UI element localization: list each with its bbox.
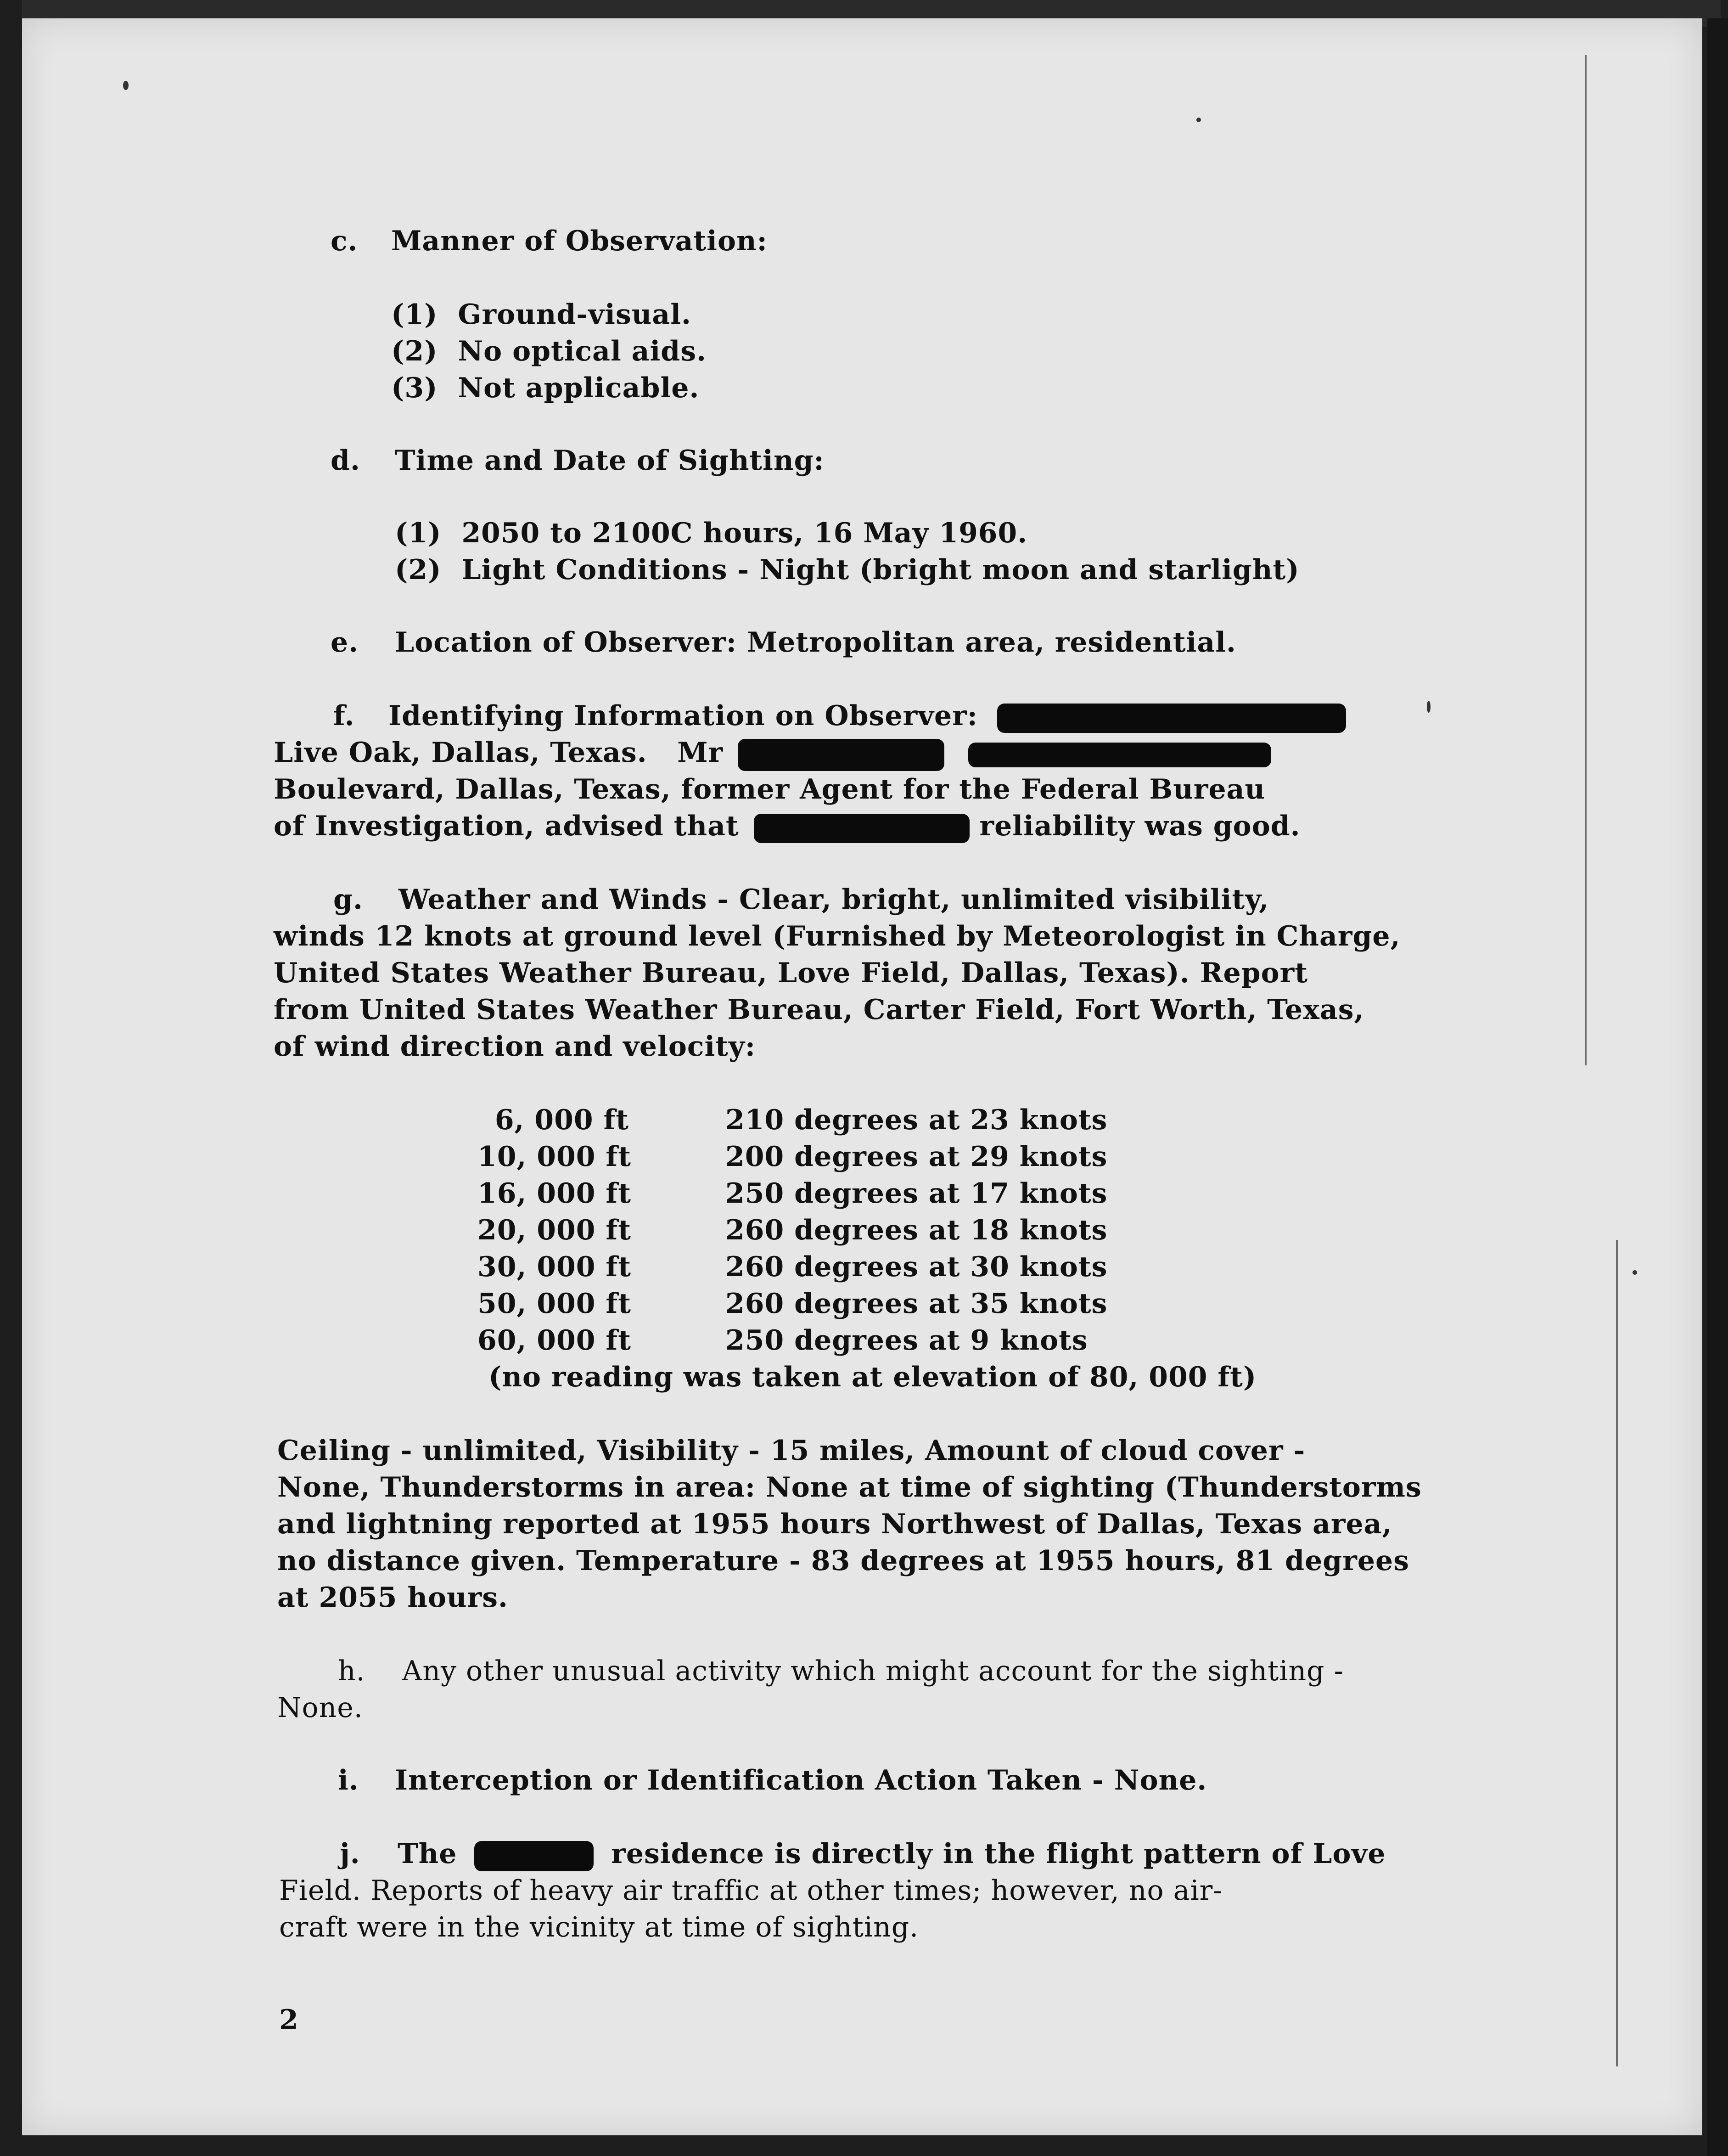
section-c-heading: Manner of Observation: xyxy=(391,225,768,257)
section-e-letter: e. xyxy=(331,626,359,659)
ceiling-line-5: at 2055 hours. xyxy=(277,1582,508,1614)
reliability-text: reliability was good. xyxy=(979,810,1301,842)
wind-reading: 210 degrees at 23 knots xyxy=(725,1104,1108,1136)
section-d-letter: d. xyxy=(331,445,360,477)
section-c-item-2 xyxy=(391,335,707,367)
observer-address: Live Oak, Dallas, Texas. xyxy=(274,737,647,769)
section-h-line-2: None. xyxy=(277,1692,363,1724)
section-j-line-2: Field. Reports of heavy air traffic at other times; however, no air- xyxy=(279,1875,1223,1907)
item-number: (2) xyxy=(391,335,438,367)
wind-reading: 200 degrees at 29 knots xyxy=(725,1141,1108,1173)
wind-altitude: 50, 000 ft xyxy=(477,1288,631,1320)
section-j-line-3: craft were in the vicinity at time of sighting. xyxy=(279,1911,919,1943)
wind-table-note: (no reading was taken at elevation of 80, 000 ft) xyxy=(488,1361,1257,1393)
ceiling-line-4: no distance given. Temperature - 83 degrees at 1955 hours, 81 degrees xyxy=(277,1545,1409,1577)
section-g-line-5: of wind direction and velocity: xyxy=(274,1030,756,1063)
section-d-item-1 xyxy=(395,517,1027,549)
item-text: No optical aids. xyxy=(458,335,707,367)
section-f-line-3: Boulevard, Dallas, Texas, former Agent for the Federal Bureau xyxy=(274,773,1266,805)
section-g-line-4: from United States Weather Bureau, Carter Field, Fort Worth, Texas, xyxy=(274,994,1364,1026)
item-number: (3) xyxy=(391,372,438,404)
item-number: (1) xyxy=(391,298,438,331)
section-h-letter: h. xyxy=(338,1655,365,1687)
redaction-bar xyxy=(738,739,944,771)
item-text: Ground-visual. xyxy=(458,298,691,331)
section-i-letter: i. xyxy=(338,1764,359,1796)
wind-altitude: 20, 000 ft xyxy=(477,1214,631,1246)
page-number: 2 xyxy=(279,2004,299,2036)
section-f-line-4 xyxy=(274,810,1301,843)
ceiling-line-1: Ceiling - unlimited, Visibility - 15 miles, Amount of cloud cover - xyxy=(277,1435,1306,1467)
wind-altitude: 60, 000 ft xyxy=(477,1324,631,1357)
section-g-line-2: winds 12 knots at ground level (Furnished by Meteorologist in Charge, xyxy=(274,920,1401,952)
section-f-letter: f. xyxy=(333,700,355,732)
section-c-item-1 xyxy=(391,298,691,331)
section-j-lead: The xyxy=(398,1838,457,1870)
section-j-line-1 xyxy=(398,1838,1386,1871)
wind-altitude: 16, 000 ft xyxy=(477,1177,631,1210)
ceiling-line-2: None, Thunderstorms in area: None at time of sighting (Thunderstorms xyxy=(277,1471,1422,1503)
section-c-item-3 xyxy=(391,372,699,404)
section-d-heading: Time and Date of Sighting: xyxy=(395,445,825,477)
section-g-letter: g. xyxy=(333,884,363,916)
wind-altitude: 30, 000 ft xyxy=(477,1251,631,1283)
wind-altitude: 10, 000 ft xyxy=(477,1141,631,1173)
item-text: Light Conditions - Night (bright moon and starlight) xyxy=(461,554,1300,586)
section-i-text: Interception or Identification Action Taken - None. xyxy=(395,1764,1207,1796)
redaction-bar xyxy=(474,1841,594,1871)
item-number: (2) xyxy=(395,554,442,586)
ceiling-line-3: and lightning reported at 1955 hours Northwest of Dallas, Texas area, xyxy=(277,1508,1392,1540)
item-text: Not applicable. xyxy=(458,372,700,404)
wind-reading: 260 degrees at 30 knots xyxy=(725,1251,1108,1283)
observer-info-label: Identifying Information on Observer: xyxy=(388,700,978,732)
redaction-bar xyxy=(968,743,1271,767)
section-j-text: residence is directly in the flight pattern of Love xyxy=(611,1838,1386,1870)
item-number: (1) xyxy=(395,517,442,549)
section-g-line-1: Weather and Winds - Clear, bright, unlimited visibility, xyxy=(398,884,1269,916)
section-d-item-2 xyxy=(395,554,1300,586)
redaction-bar xyxy=(997,704,1346,733)
wind-reading: 250 degrees at 17 knots xyxy=(725,1177,1108,1210)
wind-reading: 260 degrees at 18 knots xyxy=(725,1214,1108,1246)
section-e-text: Location of Observer: Metropolitan area, residential. xyxy=(395,626,1236,659)
observer-title: Mr xyxy=(677,737,724,769)
section-j-letter: j. xyxy=(340,1838,360,1870)
section-c-letter: c. xyxy=(331,225,358,257)
section-f-line-1 xyxy=(388,700,1346,733)
item-text: 2050 to 2100C hours, 16 May 1960. xyxy=(461,517,1028,549)
wind-reading: 260 degrees at 35 knots xyxy=(725,1288,1108,1320)
redaction-bar xyxy=(754,814,970,843)
section-g-line-3: United States Weather Bureau, Love Field, Dallas, Texas). Report xyxy=(274,957,1308,989)
section-h-line-1: Any other unusual activity which might account for the sighting - xyxy=(402,1655,1344,1687)
wind-altitude: 6, 000 ft xyxy=(494,1104,629,1136)
wind-reading: 250 degrees at 9 knots xyxy=(725,1324,1088,1357)
section-f-line-2 xyxy=(274,737,1271,771)
reference-text: of Investigation, advised that xyxy=(274,810,739,842)
